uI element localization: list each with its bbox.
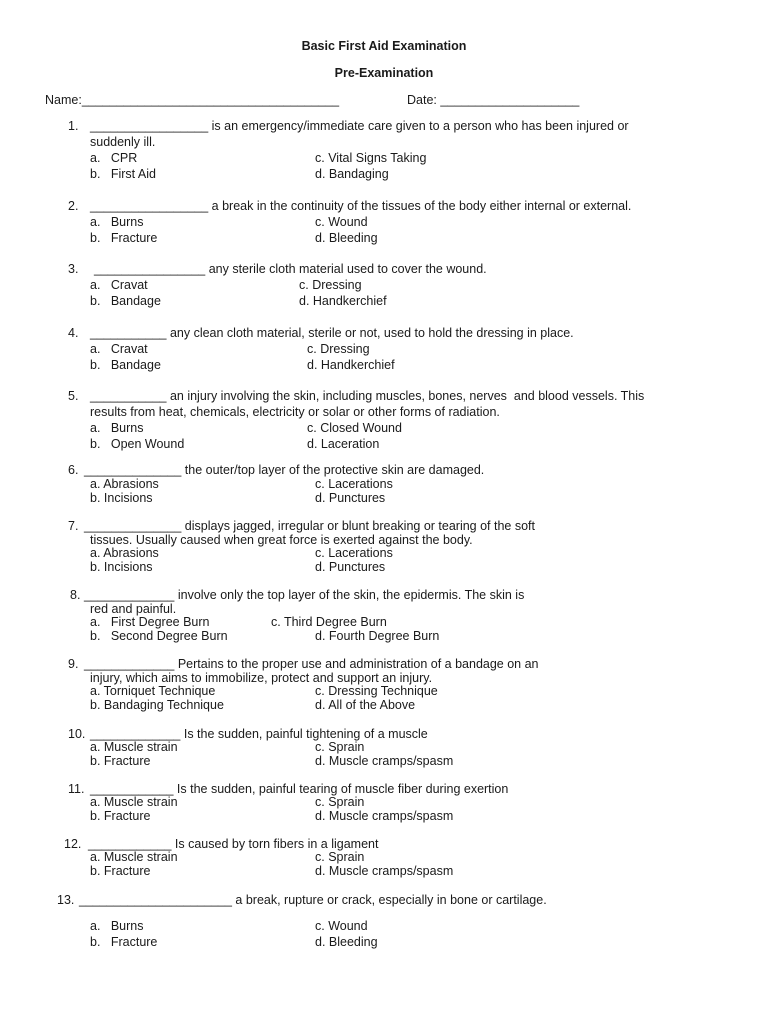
question-number: 3. — [68, 262, 79, 276]
option-b[interactable]: b. Bandaging Technique — [90, 698, 224, 712]
question-text: _____________ Pertains to the proper use and administration of a bandage on an — [84, 657, 539, 671]
option-b[interactable]: b. Fracture — [90, 754, 151, 768]
option-d[interactable]: d. Handkerchief — [299, 294, 387, 308]
option-b[interactable]: b. First Aid — [90, 167, 156, 181]
option-c[interactable]: c. Lacerations — [315, 477, 393, 491]
question-text: _________________ is an emergency/immediate care given to a person who has been injured or — [90, 119, 629, 133]
option-b[interactable]: b. Second Degree Burn — [90, 629, 228, 643]
option-c[interactable]: c. Third Degree Burn — [271, 615, 387, 629]
option-d[interactable]: d. Muscle cramps/spasm — [315, 754, 454, 768]
question-text: ____________ Is caused by torn fibers in a ligament — [88, 837, 379, 851]
option-c[interactable]: c. Closed Wound — [307, 421, 402, 435]
question-text: _____________ involve only the top layer of the skin, the epidermis. The skin is — [84, 588, 525, 602]
question-number: 7. — [68, 519, 79, 533]
option-a[interactable]: a. Burns — [90, 421, 144, 435]
option-c[interactable]: c. Sprain — [315, 795, 365, 809]
option-a[interactable]: a. Cravat — [90, 342, 148, 356]
option-a[interactable]: a. Abrasions — [90, 546, 159, 560]
option-a[interactable]: a. Cravat — [90, 278, 148, 292]
question-text: suddenly ill. — [90, 135, 156, 149]
question-number: 1. — [68, 119, 79, 133]
question-text: _____________ Is the sudden, painful tightening of a muscle — [90, 727, 428, 741]
question-text: ______________ displays jagged, irregular or blunt breaking or tearing of the soft — [84, 519, 536, 533]
option-d[interactable]: d. Punctures — [315, 560, 386, 574]
option-a[interactable]: a. CPR — [90, 151, 138, 165]
question-text: _________________ a break in the continuity of the tissues of the body either internal or external. — [90, 199, 632, 213]
option-a[interactable]: a. Muscle strain — [90, 795, 178, 809]
question-text: ______________ the outer/top layer of the protective skin are damaged. — [84, 463, 485, 477]
option-c[interactable]: c. Wound — [315, 215, 368, 229]
question-text: ___________ an injury involving the skin, including muscles, bones, nerves and blood vessels. This — [90, 389, 645, 403]
option-c[interactable]: c. Sprain — [315, 740, 365, 754]
option-a[interactable]: a. Abrasions — [90, 477, 159, 491]
question-text: ____________ Is the sudden, painful tearing of muscle fiber during exertion — [90, 782, 509, 796]
question-text: injury, which aims to immobilize, protect and support an injury. — [90, 671, 433, 685]
question-number: 10. — [68, 727, 86, 741]
option-d[interactable]: d. Fourth Degree Burn — [315, 629, 440, 643]
option-b[interactable]: b. Fracture — [90, 935, 158, 949]
question-number: 6. — [68, 463, 79, 477]
option-c[interactable]: c. Sprain — [315, 850, 365, 864]
option-c[interactable]: c. Lacerations — [315, 546, 393, 560]
option-b[interactable]: b. Incisions — [90, 560, 153, 574]
option-d[interactable]: d. Laceration — [307, 437, 380, 451]
name-field[interactable]: Name:_____________________________________ — [45, 93, 340, 107]
option-a[interactable]: a. Torniquet Technique — [90, 684, 216, 698]
option-d[interactable]: d. Muscle cramps/spasm — [315, 864, 454, 878]
question-text: results from heat, chemicals, electricity or solar or other forms of radiation. — [90, 405, 500, 419]
option-c[interactable]: c. Vital Signs Taking — [315, 151, 427, 165]
option-b[interactable]: b. Open Wound — [90, 437, 185, 451]
question-text: ________________ any sterile cloth material used to cover the wound. — [94, 262, 487, 276]
option-b[interactable]: b. Fracture — [90, 864, 151, 878]
question-number: 13. — [57, 893, 75, 907]
option-b[interactable]: b. Incisions — [90, 491, 153, 505]
option-a[interactable]: a. Muscle strain — [90, 850, 178, 864]
question-number: 2. — [68, 199, 79, 213]
question-text: ______________________ a break, rupture or crack, especially in bone or cartilage. — [79, 893, 547, 907]
option-d[interactable]: d. All of the Above — [315, 698, 416, 712]
question-number: 11. — [68, 782, 85, 796]
option-d[interactable]: d. Bleeding — [315, 231, 378, 245]
question-number: 9. — [68, 657, 79, 671]
page-subtitle: Pre-Examination — [334, 66, 434, 80]
question-number: 12. — [64, 837, 82, 851]
option-b[interactable]: b. Bandage — [90, 294, 161, 308]
option-a[interactable]: a. Burns — [90, 215, 144, 229]
option-a[interactable]: a. First Degree Burn — [90, 615, 210, 629]
question-number: 4. — [68, 326, 79, 340]
option-d[interactable]: d. Bandaging — [315, 167, 389, 181]
option-c[interactable]: c. Dressing — [307, 342, 370, 356]
question-text: tissues. Usually caused when great force is exerted against the body. — [90, 533, 473, 547]
question-text: ___________ any clean cloth material, sterile or not, used to hold the dressing in place. — [90, 326, 574, 340]
option-d[interactable]: d. Bleeding — [315, 935, 378, 949]
option-d[interactable]: d. Muscle cramps/spasm — [315, 809, 454, 823]
option-c[interactable]: c. Wound — [315, 919, 368, 933]
option-d[interactable]: d. Handkerchief — [307, 358, 395, 372]
option-c[interactable]: c. Dressing Technique — [315, 684, 438, 698]
page-title: Basic First Aid Examination — [301, 39, 467, 53]
question-number: 5. — [68, 389, 79, 403]
question-text: red and painful. — [90, 602, 177, 616]
option-b[interactable]: b. Fracture — [90, 809, 151, 823]
option-b[interactable]: b. Bandage — [90, 358, 161, 372]
option-b[interactable]: b. Fracture — [90, 231, 158, 245]
option-a[interactable]: a. Muscle strain — [90, 740, 178, 754]
option-d[interactable]: d. Punctures — [315, 491, 386, 505]
option-a[interactable]: a. Burns — [90, 919, 144, 933]
date-field[interactable]: Date: ____________________ — [407, 93, 580, 107]
option-c[interactable]: c. Dressing — [299, 278, 362, 292]
question-number: 8. — [70, 588, 81, 602]
